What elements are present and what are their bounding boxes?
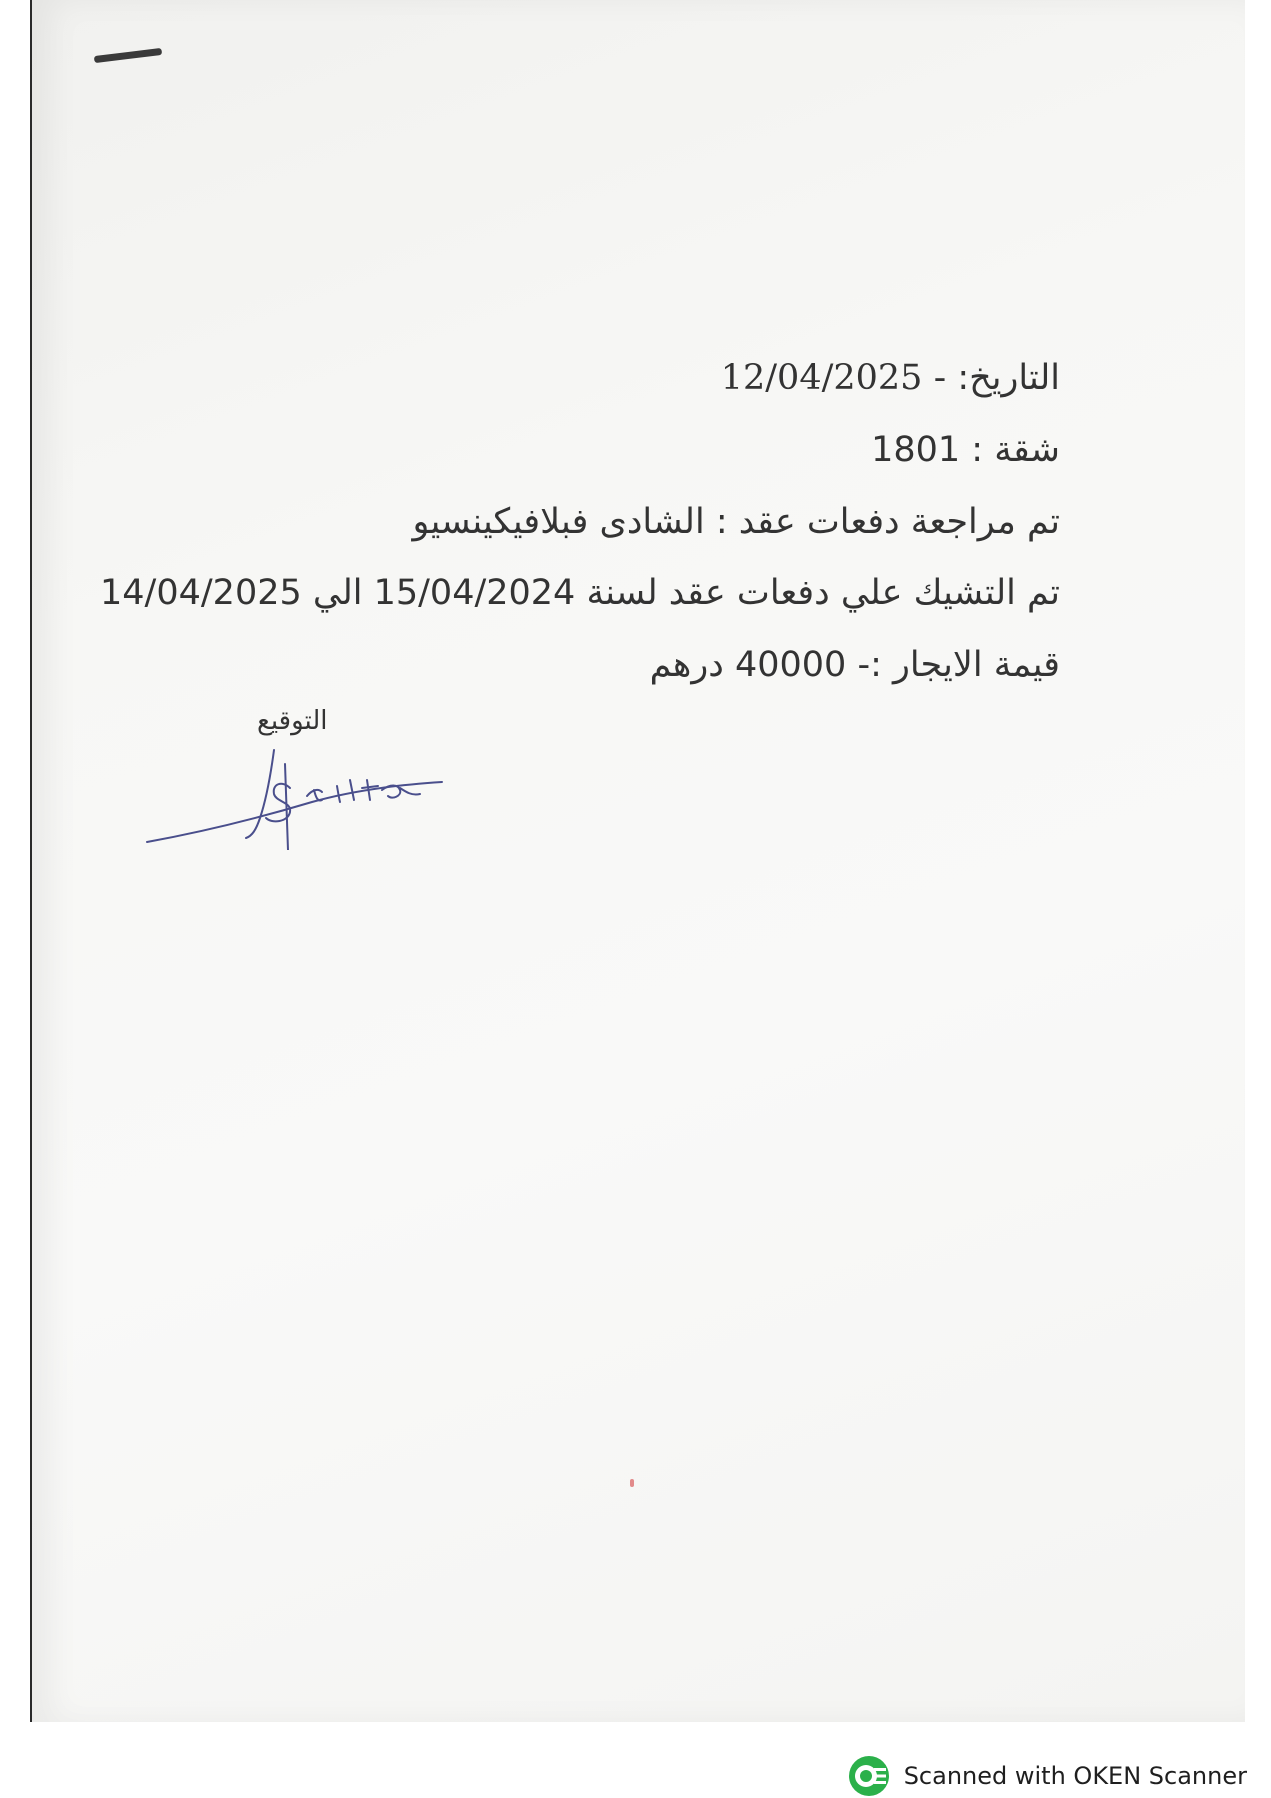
scanner-watermark (848, 1755, 1247, 1797)
review-line (413, 500, 1060, 544)
check-to-date: 14/04/2025 (100, 573, 302, 613)
date-label: التاريخ: - (933, 358, 1060, 398)
date-line (721, 356, 1060, 400)
rent-label: قيمة الايجار :- (857, 645, 1060, 685)
apartment-line (871, 428, 1060, 472)
apartment-value: 1801 (871, 430, 961, 470)
apartment-label: شقة : (971, 430, 1060, 470)
red-speck (630, 1479, 634, 1487)
check-prefix: تم التشيك علي دفعات عقد لسنة (586, 573, 1060, 613)
check-from-date: 15/04/2024 (373, 573, 576, 613)
staple-mark (94, 48, 162, 63)
date-value: 12/04/2025 (720, 358, 923, 398)
scanned-page (30, 0, 1245, 1722)
check-line (100, 571, 1060, 615)
rent-line (650, 643, 1060, 687)
oken-scanner-logo-icon (848, 1755, 890, 1797)
check-to-word: الي (312, 573, 363, 613)
handwritten-signature (142, 740, 452, 850)
rent-value: 40000 (734, 645, 847, 685)
rent-currency: درهم (649, 645, 724, 685)
signature-label: التوقيع (257, 706, 328, 736)
scanner-text: Scanned with OKEN Scanner (903, 1762, 1247, 1790)
review-text: تم مراجعة دفعات عقد : الشادى فبلافيكينسيو (412, 502, 1060, 542)
